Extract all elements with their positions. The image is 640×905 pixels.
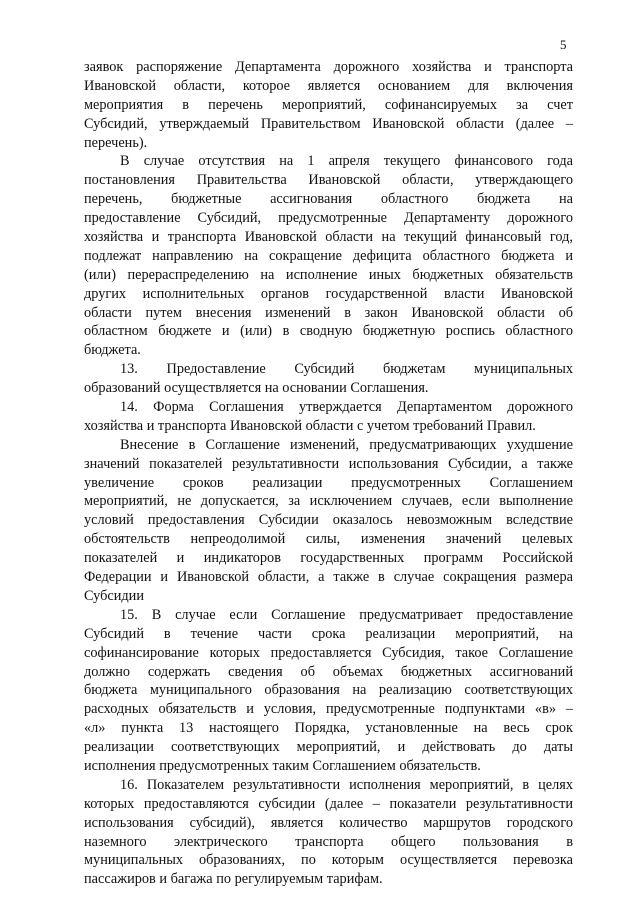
- text-line: предоставление Субсидий, предусмотренные Департаменту дорожного: [84, 210, 573, 227]
- paragraph-item-16: [84, 776, 573, 889]
- text-line: использования субсидий), является количество маршрутов городского: [84, 814, 573, 831]
- text-line: наземного электрического транспорта общего пользования в: [84, 833, 573, 850]
- text-line: Внесение в Соглашение изменений, предусматривающих ухудшение: [120, 436, 573, 453]
- text-line: исполнения предусмотренных таким Соглашением обязательств.: [84, 757, 481, 774]
- text-line: постановления Правительства Ивановской области, утверждающего: [84, 172, 573, 189]
- text-line: 15. В случае если Соглашение предусматривает предоставление: [120, 606, 573, 623]
- paragraph-continuation: [84, 58, 573, 152]
- text-line: показателей и индикаторов государственных программ Российской: [84, 550, 573, 567]
- text-line: Федерации и Ивановской области, а также в случае сокращения размера: [84, 569, 573, 586]
- text-line: бюджета.: [84, 342, 141, 359]
- text-line: (или) перераспределению на исполнение иных бюджетных обязательств: [84, 266, 573, 283]
- text-line: 13. Предоставление Субсидий бюджетам муниципальных: [120, 361, 573, 378]
- text-line: 14. Форма Соглашения утверждается Департаментом дорожного: [120, 399, 573, 416]
- text-line: условий предоставления Субсидии оказалось невозможным вследствие: [84, 512, 573, 529]
- document-body: [84, 58, 573, 889]
- text-line: значений показателей результативности использования Субсидии, а также: [84, 455, 573, 472]
- paragraph-item-13: [84, 360, 573, 398]
- text-line: хозяйства и транспорта Ивановской области на текущий финансовый год,: [84, 229, 573, 246]
- text-line: муниципальных образованиях, по которым осуществляется перевозка: [84, 852, 573, 869]
- text-line: увеличение сроков реализации предусмотренных Соглашением: [84, 474, 573, 491]
- text-line: Субсидий, утверждаемый Правительством Ивановской области (далее –: [84, 115, 573, 132]
- text-line: мероприятия в перечень мероприятий, софинансируемых за счет: [84, 96, 573, 113]
- page-number: 5: [560, 37, 567, 52]
- text-line: софинансирование которых предоставляется Субсидия, такое Соглашение: [84, 644, 573, 661]
- text-line: бюджета муниципального образования на реализацию соответствующих: [84, 682, 573, 699]
- text-line: перечень, бюджетные ассигнования областного бюджета на: [84, 191, 573, 208]
- text-line: реализации соответствующих мероприятий, и действовать до даты: [84, 739, 573, 756]
- text-line: подлежат направлению на сокращение дефицита областного бюджета и: [84, 247, 573, 264]
- text-line: Субсидии: [84, 587, 144, 604]
- text-line: заявок распоряжение Департамента дорожного хозяйства и транспорта: [84, 59, 573, 75]
- paragraph-absence-of-resolution: [84, 152, 573, 360]
- text-line: областном бюджете и (или) в сводную бюджетную роспись областного: [84, 323, 573, 340]
- text-line: Ивановской области, которое является основанием для включения: [84, 77, 573, 94]
- text-line: 16. Показателем результативности исполнения мероприятий, в целях: [120, 776, 573, 793]
- text-line: обстоятельств непреодолимой силы, изменения значений целевых: [84, 531, 573, 548]
- text-line: которых предоставляются субсидии (далее – показатели результативности: [84, 795, 573, 812]
- text-line: «л» пункта 13 настоящего Порядка, установленные на весь срок: [84, 720, 573, 737]
- text-line: перечень).: [84, 134, 148, 151]
- text-line: расходных обязательств и условия, предусмотренные подпунктами «в» –: [84, 701, 573, 718]
- text-line: хозяйства и транспорта Ивановской области с учетом требований Правил.: [84, 417, 536, 434]
- paragraph-item-15: [84, 606, 573, 776]
- paragraph-item-14: [84, 398, 573, 436]
- text-line: пассажиров и багажа по регулируемым тарифам.: [84, 871, 383, 888]
- text-line: должно содержать сведения об объемах бюджетных ассигнований: [84, 663, 573, 680]
- text-line: образований осуществляется на основании Соглашения.: [84, 380, 429, 397]
- text-line: Субсидий в течение части срока реализации мероприятий, на: [84, 625, 573, 642]
- paragraph-amendments: [84, 436, 573, 606]
- text-line: других исполнительных органов государственной власти Ивановской: [84, 285, 573, 302]
- text-line: области путем внесения изменений в закон Ивановской области об: [84, 304, 573, 321]
- text-line: мероприятий, не допускается, за исключением случаев, если выполнение: [84, 493, 573, 510]
- text-line: В случае отсутствия на 1 апреля текущего финансового года: [120, 153, 573, 170]
